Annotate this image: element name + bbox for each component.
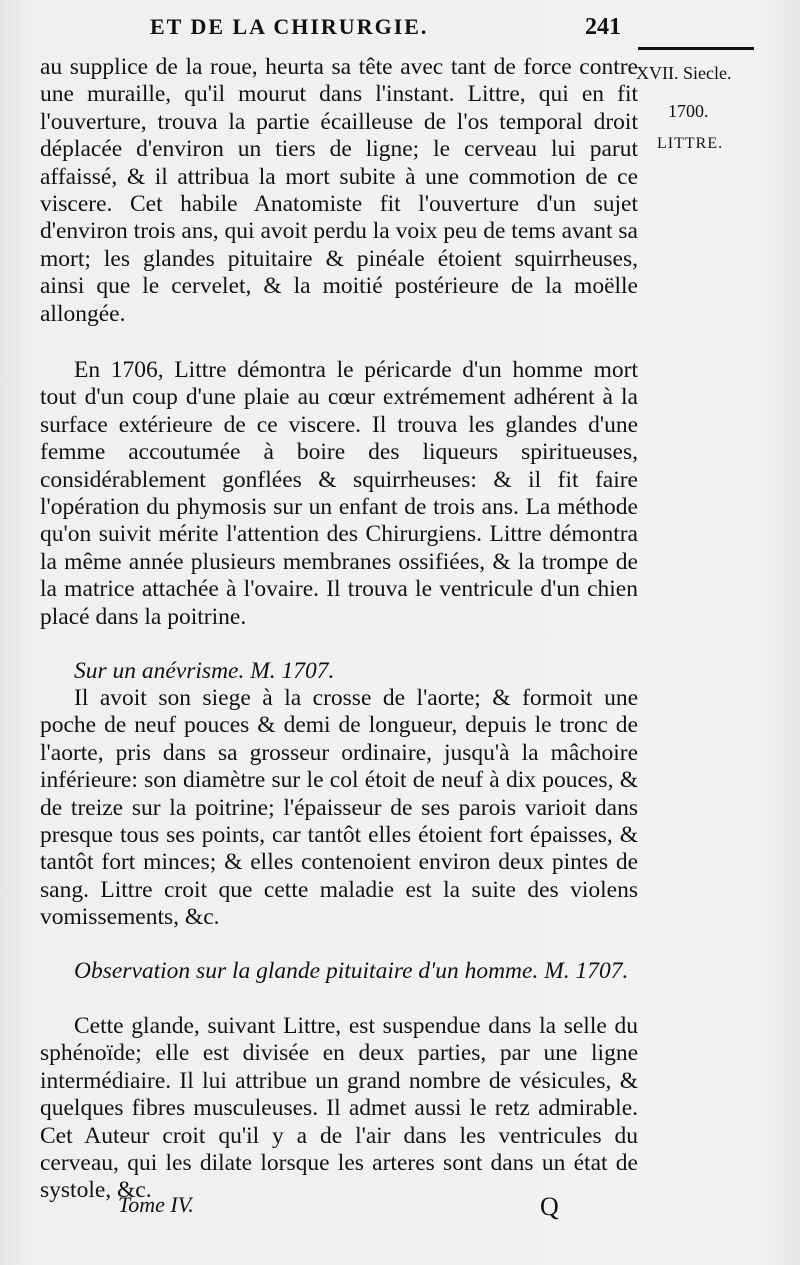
paragraph-4-block xyxy=(40,1013,638,1205)
paragraph-2-block xyxy=(40,357,638,631)
section-heading-aneurysm: Sur un anévrisme. M. 1707. xyxy=(74,658,335,684)
margin-century: XVII. Siecle. xyxy=(636,63,732,83)
paragraph-1: au supplice de la roue, heurta sa tête avec tant de force contre une muraille, qu'il mourut dans l'instant. Littre, qui en fit l'ouverture, trouva la partie écailleuse de l'os temporal droit déplacée d'environ un tiers de ligne; le cerveau lui parut affaissé, & il attribua la mort subite à une commotion de ce viscere. Cet habile Anatomiste fit l'ouverture d'un sujet d'environ trois ans, qui avoit perdu la voix peu de tems avant sa mort; les glandes pituitaire & pinéale étoient squirrheuses, ainsi que le cervelet, & la moitié postérieure de la moëlle allongée. xyxy=(40,54,638,327)
page-number: 241 xyxy=(585,14,621,40)
footer-signature: Q xyxy=(540,1192,559,1221)
heading-2-block xyxy=(40,958,638,985)
paragraph-2: En 1706, Littre démontra le péricarde d'un homme mort tout d'un coup d'une plaie au cœur extrémement adhérent à la surface extérieure de ce viscere. Il trouva les glandes d'une femme accoutumée à boire des liqueurs spiritueuses, considérablement gonflées & squirrheuses: & il fit faire l'opération du phymosis sur un enfant de trois ans. La méthode qu'on suivit mérite l'attention des Chirurgiens. Littre démontra la même année plusieurs membranes ossifiées, & la trompe de la matrice attachée à l'ovaire. Il trouva le ventricule d'un chien placé dans la poitrine. xyxy=(40,357,638,630)
header-rule xyxy=(638,47,754,50)
paragraph-3-block xyxy=(40,685,638,932)
margin-year: 1700. xyxy=(668,101,709,121)
paragraph-3: Il avoit son siege à la crosse de l'aorte; & formoit une poche de neuf pouces & demi de longueur, depuis le tronc de l'aorte, pris dans sa grosseur ordinaire, jusqu'à la mâchoire inférieure: son diamètre sur le col étoit de neuf à dix pouces, & de treize sur la poitrine; l'épaisseur de ses parois varioit dans presque tous ses points, car tantôt elles étoient fort épaisses, & tantôt fort minces; & elles contenoient environ deux pintes de sang. Littre croit que cette maladie est la suite des violens vomissements, &c. xyxy=(40,685,638,931)
paragraph-1-block xyxy=(40,54,638,328)
footer-tome: Tome IV. xyxy=(118,1192,194,1217)
section-heading-pituitary: Observation sur la glande pituitaire d'un homme. M. 1707. xyxy=(74,958,629,984)
paragraph-4: Cette glande, suivant Littre, est suspendue dans la selle du sphénoïde; elle est divisée en deux parties, par une ligne intermédiaire. Il lui attribue un grand nombre de vésicules, & quelques fibres musculeuses. Il admet aussi le retz admirable. Cet Auteur croit qu'il y a de l'air dans les ventricules du cerveau, qui les dilate lorsque les arteres sont dans un état de systole, &c. xyxy=(40,1013,638,1204)
running-title: ET DE LA CHIRURGIE. xyxy=(150,14,429,39)
margin-name: LITTRE. xyxy=(657,135,724,152)
heading-1-block xyxy=(40,658,638,685)
